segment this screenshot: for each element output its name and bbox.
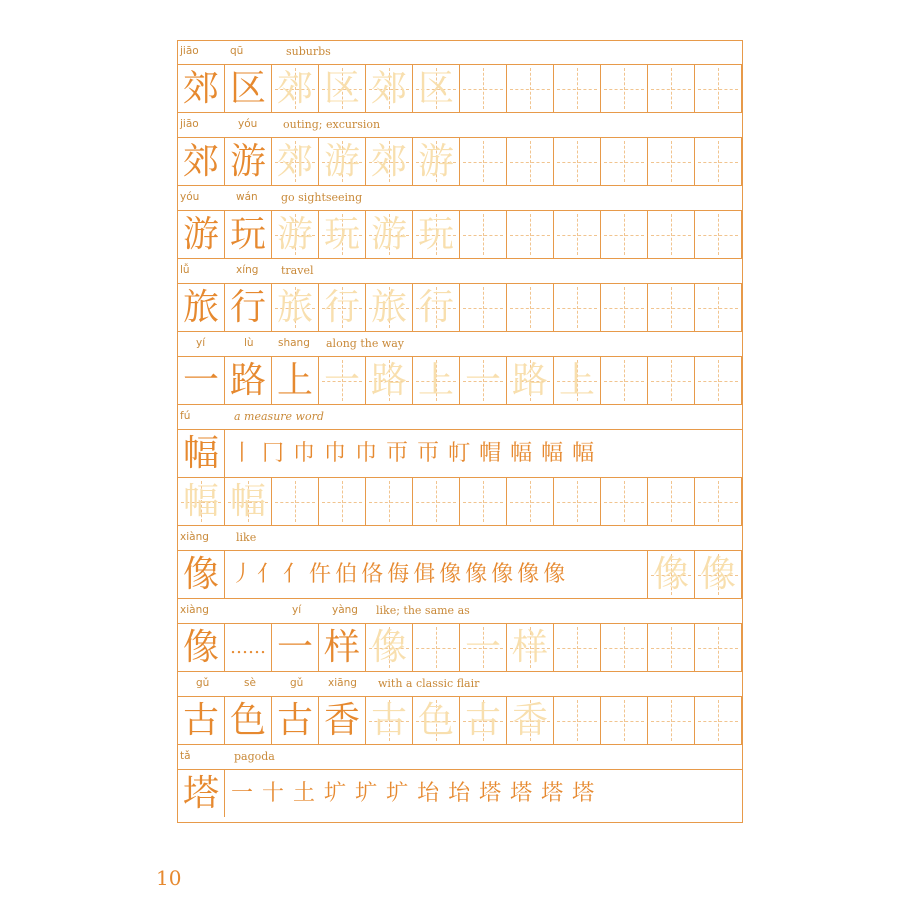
meaning-label: go sightseeing	[281, 191, 363, 204]
word-character: 玩	[229, 213, 266, 255]
pinyin-label: lǚ	[180, 264, 190, 276]
stroke-step: 一	[231, 780, 254, 806]
trace-character: 行	[417, 286, 454, 328]
stroke-step: 土	[293, 780, 316, 806]
stroke-step: 像	[517, 561, 540, 587]
word-character: 郊	[182, 140, 219, 182]
stroke-order-row	[178, 430, 742, 478]
word-character: 游	[182, 213, 219, 255]
trace-character: 路	[370, 359, 407, 401]
trace-character: 行	[323, 286, 360, 328]
writing-grid-row	[178, 697, 742, 745]
trace-character: 古	[464, 699, 501, 741]
trace-character: 一	[323, 359, 360, 401]
pinyin-label: xiàng	[180, 531, 209, 543]
trace-character: 游	[323, 140, 360, 182]
trace-character: 幅	[182, 480, 219, 522]
pinyin-label: yóu	[180, 191, 200, 203]
word-character: 行	[229, 286, 266, 328]
annotation-row	[178, 527, 742, 551]
pinyin-label: tǎ	[180, 750, 191, 762]
stroke-step: 帀	[417, 440, 440, 466]
pinyin-label: fú	[180, 410, 191, 422]
pinyin-label: jiāo	[180, 45, 199, 57]
word-character: 旅	[182, 286, 219, 328]
meaning-label: with a classic flair	[378, 677, 480, 690]
stroke-order-row	[178, 770, 742, 818]
stroke-sequence	[225, 430, 695, 477]
trace-character: 一	[464, 359, 501, 401]
stroke-step: 圹	[355, 780, 378, 806]
stroke-step: 巾	[293, 440, 316, 466]
stroke-step: 幅	[541, 440, 564, 466]
annotation-row	[178, 333, 742, 357]
meaning-label: suburbs	[286, 45, 331, 58]
annotation-row	[178, 41, 742, 65]
trace-character: 游	[276, 213, 313, 255]
meaning-label: outing; excursion	[283, 118, 381, 131]
pinyin-label: gǔ	[196, 677, 210, 689]
meaning-label: travel	[281, 264, 314, 277]
pinyin-label: lù	[244, 337, 254, 349]
pinyin-label: jiāo	[180, 118, 199, 130]
stroke-step: 偮	[413, 561, 436, 587]
trace-character: 玩	[417, 213, 454, 255]
trace-character: 玩	[323, 213, 360, 255]
stroke-step: 丿	[231, 561, 254, 587]
stroke-step: 丨	[231, 440, 254, 466]
word-character: 像	[182, 553, 219, 595]
pinyin-label: yóu	[238, 118, 258, 130]
trace-character: 郊	[370, 67, 407, 109]
pinyin-label: qū	[230, 45, 244, 57]
stroke-step: 侮	[387, 561, 410, 587]
annotation-row	[178, 600, 742, 624]
trace-character: 像	[370, 626, 407, 668]
stroke-step: 坮	[417, 780, 440, 806]
trace-character: 色	[417, 699, 454, 741]
writing-grid-row	[178, 478, 742, 526]
trace-character: 郊	[276, 67, 313, 109]
word-character: 古	[182, 699, 219, 741]
trace-character: 区	[323, 67, 360, 109]
annotation-row	[178, 673, 742, 697]
trace-character: 旅	[276, 286, 313, 328]
writing-grid-row	[178, 65, 742, 113]
trace-character: 古	[370, 699, 407, 741]
stroke-step: 像	[491, 561, 514, 587]
pinyin-label: xiāng	[328, 677, 357, 689]
stroke-step: 帀	[386, 440, 409, 466]
trace-character: 样	[511, 626, 548, 668]
stroke-step: 巾	[324, 440, 347, 466]
writing-grid-row	[178, 284, 742, 332]
stroke-step: 像	[465, 561, 488, 587]
word-character: 幅	[182, 432, 219, 474]
trace-character: 区	[417, 67, 454, 109]
meaning-label: a measure word	[234, 410, 324, 423]
word-character: 区	[229, 67, 266, 109]
meaning-label: like	[236, 531, 257, 544]
annotation-row	[178, 746, 742, 770]
stroke-step: 幅	[572, 440, 595, 466]
writing-grid-row	[178, 357, 742, 405]
stroke-step: 坮	[448, 780, 471, 806]
writing-grid-row	[178, 211, 742, 259]
word-character: 上	[276, 359, 313, 401]
stroke-step: 圹	[386, 780, 409, 806]
word-character: 样	[323, 626, 360, 668]
stroke-step: 帄	[448, 440, 471, 466]
annotation-row	[178, 406, 742, 430]
stroke-step: 塔	[572, 780, 595, 806]
meaning-label: like; the same as	[376, 604, 470, 617]
stroke-step: 帽	[479, 440, 502, 466]
stroke-step: 伯	[335, 561, 358, 587]
pinyin-label: yí	[292, 604, 302, 616]
stroke-step: 塔	[510, 780, 533, 806]
stroke-step: 仵	[309, 561, 332, 587]
word-character: 路	[229, 359, 266, 401]
word-character: 郊	[182, 67, 219, 109]
annotation-row	[178, 260, 742, 284]
practice-sheet	[177, 40, 743, 823]
pinyin-label: xiàng	[180, 604, 209, 616]
ellipsis-mark: ……	[230, 636, 266, 658]
trace-character: 一	[464, 626, 501, 668]
trace-character: 旅	[370, 286, 407, 328]
pinyin-label: shang	[278, 337, 310, 349]
trace-character: 上	[417, 359, 454, 401]
word-character: 游	[229, 140, 266, 182]
trace-character: 像	[699, 553, 736, 595]
stroke-step: 像	[439, 561, 462, 587]
stroke-step: 亻	[283, 561, 306, 587]
stroke-step: 塔	[479, 780, 502, 806]
trace-character: 像	[652, 553, 689, 595]
stroke-step: 亻	[257, 561, 280, 587]
trace-character: 上	[558, 359, 595, 401]
writing-grid-row	[178, 624, 742, 672]
trace-character: 幅	[229, 480, 266, 522]
stroke-sequence	[225, 770, 695, 817]
stroke-order-row	[178, 551, 742, 599]
pinyin-label: sè	[244, 677, 256, 689]
pinyin-label: gǔ	[290, 677, 304, 689]
word-character: 一	[182, 359, 219, 401]
stroke-step: 像	[543, 561, 566, 587]
word-character: 一	[276, 626, 313, 668]
writing-grid-row	[178, 138, 742, 186]
stroke-step: 冂	[262, 440, 285, 466]
meaning-label: along the way	[326, 337, 405, 350]
trace-character: 路	[511, 359, 548, 401]
page-number: 10	[156, 866, 182, 890]
stroke-step: 幅	[510, 440, 533, 466]
trace-character: 游	[370, 213, 407, 255]
word-character: 香	[323, 699, 360, 741]
stroke-step: 塔	[541, 780, 564, 806]
pinyin-label: yí	[196, 337, 206, 349]
annotation-row	[178, 114, 742, 138]
pinyin-label: xíng	[236, 264, 259, 276]
trace-character: 游	[417, 140, 454, 182]
word-character: 像	[182, 626, 219, 668]
pinyin-label: yàng	[332, 604, 358, 616]
annotation-row	[178, 187, 742, 211]
word-character: 塔	[182, 772, 219, 814]
stroke-step: 十	[262, 780, 285, 806]
word-character: 古	[276, 699, 313, 741]
stroke-sequence	[225, 551, 648, 598]
stroke-step: 圹	[324, 780, 347, 806]
stroke-step: 佫	[361, 561, 384, 587]
meaning-label: pagoda	[234, 750, 275, 763]
word-character: 色	[229, 699, 266, 741]
pinyin-label: wán	[236, 191, 258, 203]
trace-character: 香	[511, 699, 548, 741]
stroke-step: 巾	[355, 440, 378, 466]
trace-character: 郊	[276, 140, 313, 182]
trace-character: 郊	[370, 140, 407, 182]
